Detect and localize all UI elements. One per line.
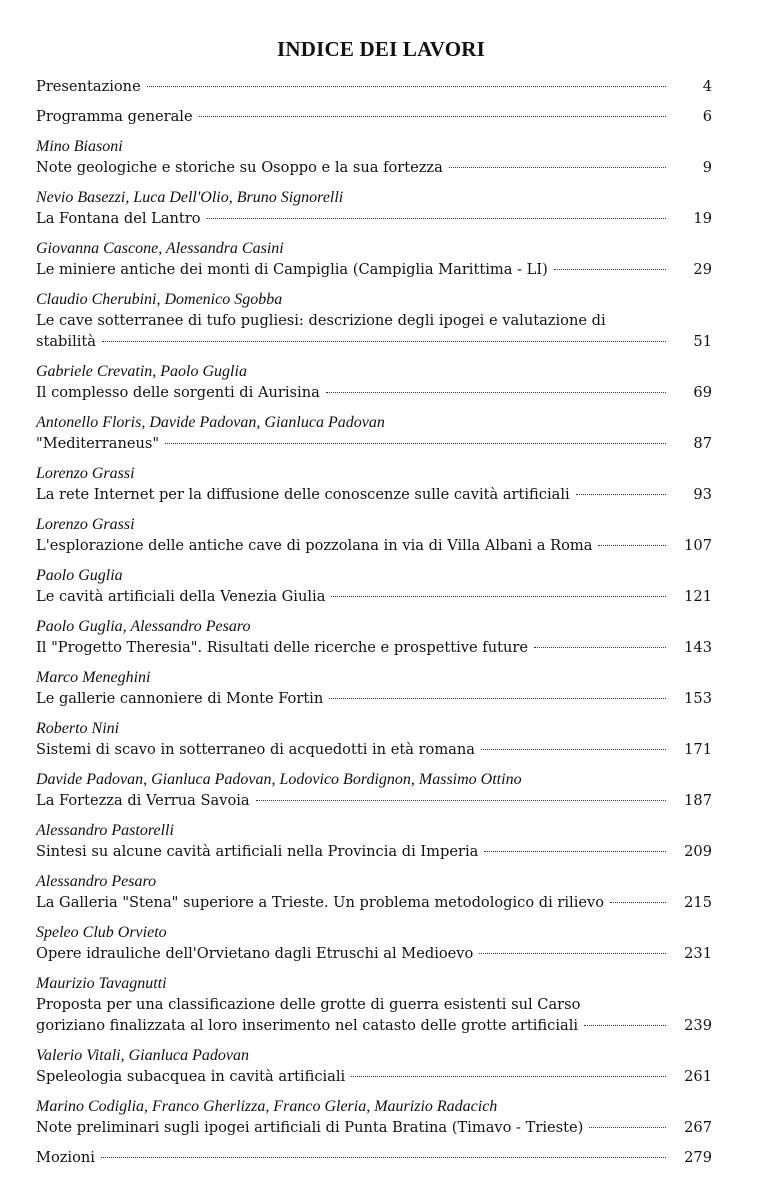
- entry-page-number: 171: [684, 741, 712, 758]
- dot-leader: [589, 1127, 666, 1128]
- dot-leader: [326, 392, 666, 393]
- entry-line: [36, 586, 712, 607]
- entry-page-number: 93: [693, 486, 712, 503]
- entry-title: La Fortezza di Verrua Savoia: [36, 792, 250, 809]
- entry-title: Le miniere antiche dei monti di Campiglia (Campiglia Marittima - LI): [36, 261, 548, 278]
- entry-authors: Antonello Floris, Davide Padovan, Gianluca Padovan: [36, 414, 385, 431]
- entry-page-number: 261: [684, 1068, 712, 1085]
- entry-title: Programma generale: [36, 108, 193, 125]
- entry-title: Il complesso delle sorgenti di Aurisina: [36, 384, 320, 401]
- toc-entry: [36, 412, 712, 454]
- entry-authors: Maurizio Tavagnutti: [36, 975, 167, 992]
- entry-title: "Mediterraneus": [36, 435, 160, 452]
- entry-page-number: 6: [702, 108, 712, 125]
- entry-title: La Galleria "Stena" superiore a Trieste. Un problema metodologico di rilievo: [36, 894, 605, 911]
- dot-leader: [102, 341, 666, 342]
- toc-entry: [36, 1045, 712, 1087]
- entry-title: Presentazione: [36, 78, 141, 95]
- entry-line: [36, 157, 712, 178]
- entry-line: [36, 790, 712, 811]
- entry-title: Note preliminari sugli ipogei artificiali di Punta Bratina (Timavo - Trieste): [36, 1119, 584, 1136]
- entry-line: [36, 76, 712, 97]
- toc-entry: [36, 820, 712, 862]
- entry-page-number: 121: [684, 588, 712, 605]
- entry-page-number: 29: [693, 261, 712, 278]
- dot-leader: [610, 902, 666, 903]
- entry-page-number: 153: [684, 690, 712, 707]
- entry-authors: Lorenzo Grassi: [36, 465, 135, 482]
- entry-authors: Gabriele Crevatin, Paolo Guglia: [36, 363, 247, 380]
- entry-title: La rete Internet per la diffusione delle conoscenze sulle cavità artificiali: [36, 486, 570, 503]
- dot-leader: [554, 269, 666, 270]
- toc-entry: [36, 514, 712, 556]
- entry-authors: Paolo Guglia, Alessandro Pesaro: [36, 618, 251, 635]
- entry-title: Le gallerie cannoniere di Monte Fortin: [36, 690, 324, 707]
- entry-authors: Davide Padovan, Gianluca Padovan, Lodovico Bordignon, Massimo Ottino: [36, 771, 522, 788]
- page-title: INDICE DEI LAVORI: [277, 37, 485, 61]
- entry-page-number: 107: [684, 537, 712, 554]
- toc-entry: [36, 361, 712, 403]
- dot-leader: [481, 749, 666, 750]
- entry-line: [36, 637, 712, 658]
- entry-page-number: 239: [684, 1017, 712, 1034]
- entry-authors: Valerio Vitali, Gianluca Padovan: [36, 1047, 250, 1064]
- dot-leader: [101, 1157, 666, 1158]
- entry-title: Opere idrauliche dell'Orvietano dagli Etruschi al Medioevo: [36, 945, 474, 962]
- dot-leader: [147, 86, 666, 87]
- entry-page-number: 187: [684, 792, 712, 809]
- entry-authors: Marco Meneghini: [36, 669, 151, 686]
- entry-title-line: Proposta per una classificazione delle grotte di guerra esistenti sul Carso: [36, 996, 581, 1013]
- entry-page-number: 231: [684, 945, 712, 962]
- entry-page-number: 215: [684, 894, 712, 911]
- entry-line: [36, 943, 712, 964]
- toc-entry: [36, 871, 712, 913]
- toc-entry: [36, 922, 712, 964]
- entry-authors: Roberto Nini: [36, 720, 120, 737]
- entry-page-number: 51: [693, 333, 712, 350]
- entry-authors: Lorenzo Grassi: [36, 516, 135, 533]
- dot-leader: [165, 443, 666, 444]
- dot-leader: [449, 167, 666, 168]
- toc-entry: [36, 136, 712, 178]
- entry-authors: Alessandro Pesaro: [36, 873, 157, 890]
- dot-leader: [329, 698, 666, 699]
- entry-authors: Speleo Club Orvieto: [36, 924, 167, 941]
- dot-leader: [331, 596, 666, 597]
- entry-line: [36, 739, 712, 760]
- entry-line: [36, 106, 712, 127]
- entry-title: Note geologiche e storiche su Osoppo e la sua fortezza: [36, 159, 443, 176]
- entry-title: goriziano finalizzata al loro inserimento nel catasto delle grotte artificiali: [36, 1017, 579, 1034]
- dot-leader: [479, 953, 666, 954]
- entry-title: Sistemi di scavo in sotterraneo di acquedotti in età romana: [36, 741, 475, 758]
- entry-title: Speleologia subacquea in cavità artificiali: [36, 1068, 346, 1085]
- toc-entry: [36, 187, 712, 229]
- entry-line: [36, 1117, 712, 1138]
- dot-leader: [534, 647, 666, 648]
- entry-page-number: 267: [684, 1119, 712, 1136]
- entry-line: [36, 208, 712, 229]
- entry-title: Mozioni: [36, 1149, 95, 1166]
- toc-entry: [36, 463, 712, 505]
- dot-leader: [576, 494, 666, 495]
- entry-line: [36, 382, 712, 403]
- entry-page-number: 19: [693, 210, 712, 227]
- entry-authors: Nevio Basezzi, Luca Dell'Olio, Bruno Signorelli: [36, 189, 344, 206]
- toc-entry: [36, 238, 712, 280]
- entry-title-line: Le cave sotterranee di tufo pugliesi: descrizione degli ipogei e valutazione di: [36, 312, 606, 329]
- toc-entry: [36, 973, 712, 1036]
- toc-entry: [36, 289, 712, 352]
- entry-title: L'esplorazione delle antiche cave di pozzolana in via di Villa Albani a Roma: [36, 537, 593, 554]
- dot-leader: [584, 1025, 666, 1026]
- entry-line: [36, 688, 712, 709]
- entry-authors: Giovanna Cascone, Alessandra Casini: [36, 240, 284, 257]
- entry-page-number: 69: [693, 384, 712, 401]
- table-of-contents: [36, 76, 712, 1177]
- dot-leader: [598, 545, 666, 546]
- entry-line: [36, 892, 712, 913]
- entry-authors: Alessandro Pastorelli: [36, 822, 174, 839]
- entry-page-number: 4: [702, 78, 712, 95]
- dot-leader: [207, 218, 666, 219]
- dot-leader: [484, 851, 666, 852]
- toc-entry: [36, 667, 712, 709]
- dot-leader: [351, 1076, 666, 1077]
- toc-entry: [36, 1147, 712, 1168]
- entry-page-number: 9: [702, 159, 712, 176]
- entry-title: Sintesi su alcune cavità artificiali nella Provincia di Imperia: [36, 843, 479, 860]
- dot-leader: [199, 116, 666, 117]
- entry-title: La Fontana del Lantro: [36, 210, 201, 227]
- entry-line: [36, 484, 712, 505]
- entry-line: [36, 259, 712, 280]
- entry-line: [36, 535, 712, 556]
- entry-authors: Paolo Guglia: [36, 567, 123, 584]
- entry-title: stabilità: [36, 333, 96, 350]
- entry-line: [36, 331, 712, 352]
- entry-page-number: 209: [684, 843, 712, 860]
- entry-line: [36, 1066, 712, 1087]
- entry-authors: Mino Biasoni: [36, 138, 123, 155]
- toc-entry: [36, 718, 712, 760]
- toc-entry: [36, 1096, 712, 1138]
- entry-title: Il "Progetto Theresia". Risultati delle ricerche e prospettive future: [36, 639, 528, 656]
- entry-line: [36, 1015, 712, 1036]
- entry-line: [36, 1147, 712, 1168]
- toc-entry: [36, 616, 712, 658]
- entry-title: Le cavità artificiali della Venezia Giulia: [36, 588, 326, 605]
- entry-line: [36, 433, 712, 454]
- entry-page-number: 279: [684, 1149, 712, 1166]
- entry-authors: Marino Codiglia, Franco Gherlizza, Franco Gleria, Maurizio Radacich: [36, 1098, 498, 1115]
- toc-entry: [36, 76, 712, 97]
- entry-page-number: 87: [693, 435, 712, 452]
- entry-line: [36, 841, 712, 862]
- toc-entry: [36, 106, 712, 127]
- entry-authors: Claudio Cherubini, Domenico Sgobba: [36, 291, 283, 308]
- toc-entry: [36, 565, 712, 607]
- dot-leader: [256, 800, 666, 801]
- entry-page-number: 143: [684, 639, 712, 656]
- toc-entry: [36, 769, 712, 811]
